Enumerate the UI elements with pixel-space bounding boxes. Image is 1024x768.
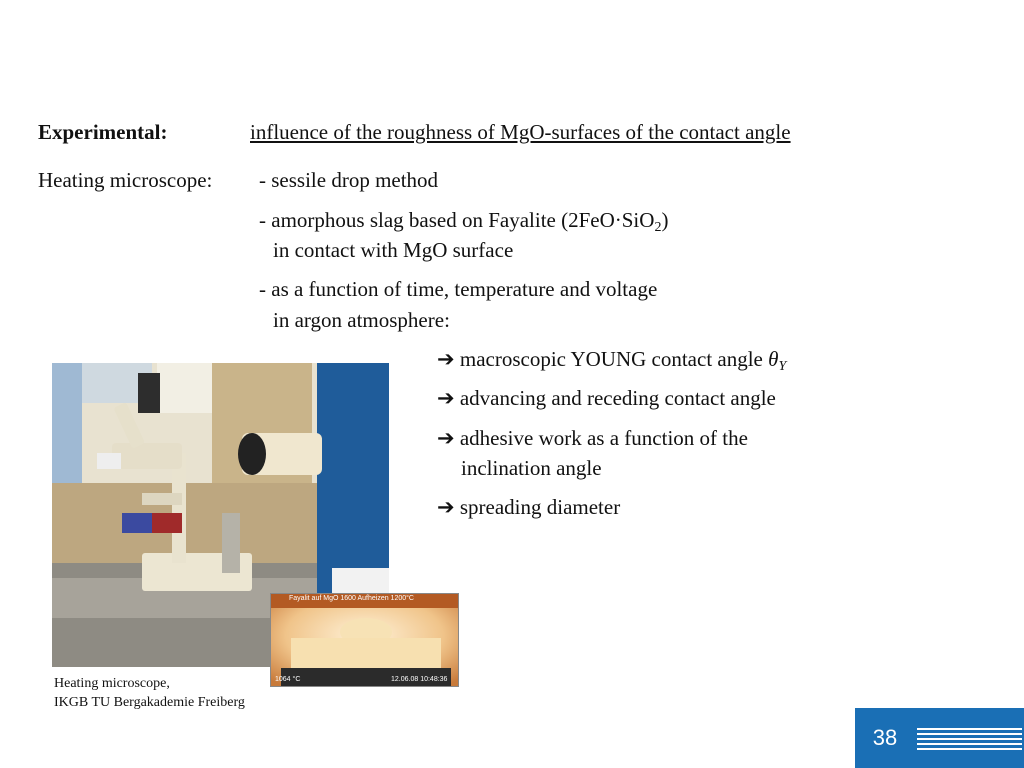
- inset-top-label: Fayalit auf MgO 1600 Aufheizen 1200°C: [289, 595, 414, 602]
- inset-timestamp: 12.06.08 10:48:36: [391, 676, 448, 683]
- subscript-2: 2: [654, 220, 662, 235]
- result-text: spreading diameter: [459, 495, 621, 519]
- arrow-right-icon: ➔: [437, 347, 455, 371]
- inset-temperature: 1064 °C: [275, 676, 301, 683]
- method-item-2-line2: in contact with MgO surface: [273, 238, 514, 262]
- sessile-drop-image: [270, 593, 459, 687]
- page-number: 38: [872, 725, 898, 750]
- arrow-right-icon: ➔: [437, 426, 455, 450]
- experimental-label: Experimental:: [38, 120, 168, 144]
- result-item-adhesive-work-line2: inclination angle: [461, 456, 602, 480]
- page-number-box: [855, 708, 1024, 768]
- arrow-right-icon: ➔: [437, 386, 455, 410]
- result-item-young-angle: [437, 346, 786, 372]
- method-item-2: [259, 207, 668, 233]
- result-text: advancing and receding contact angle: [459, 386, 776, 410]
- method-item-3: - as a function of time, temperature and voltage: [259, 277, 658, 301]
- result-text: adhesive work as a function of the: [459, 426, 748, 450]
- result-item-adhesive-work: [437, 425, 748, 451]
- theta-symbol: $\theta_Y$: [768, 347, 787, 374]
- method-item-2-text: - amorphous slag based on Fayalite (2FeO·SiO: [259, 208, 655, 232]
- result-item-spreading-diameter: [437, 494, 620, 520]
- result-text: macroscopic YOUNG contact angle: [459, 347, 763, 371]
- method-label: Heating microscope:: [38, 168, 213, 192]
- method-item-1: - sessile drop method: [259, 168, 439, 192]
- method-item-2-paren: ): [661, 208, 669, 232]
- result-item-advancing-receding: [437, 385, 776, 411]
- method-item-3-line2: in argon atmosphere:: [273, 308, 450, 332]
- photo-caption-line2: IKGB TU Bergakademie Freiberg: [54, 695, 245, 710]
- university-logo-icon: [917, 728, 1022, 750]
- photo-caption-line1: Heating microscope,: [54, 676, 170, 691]
- arrow-right-icon: ➔: [437, 495, 455, 519]
- topic-title: influence of the roughness of MgO-surfaces of the contact angle: [250, 120, 791, 144]
